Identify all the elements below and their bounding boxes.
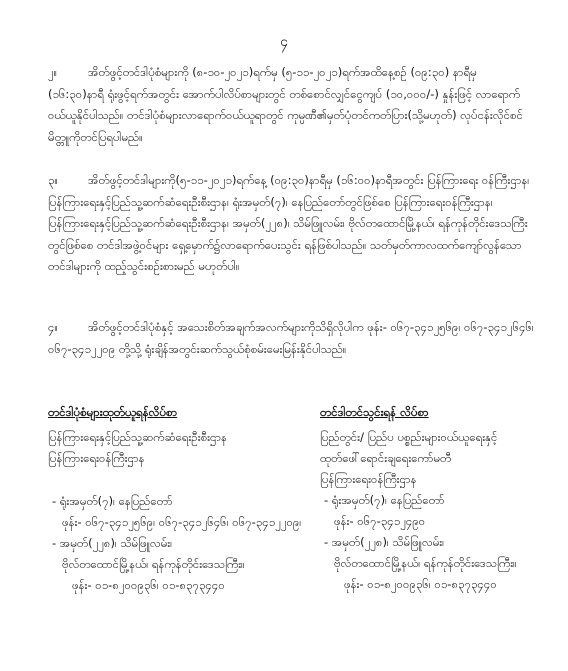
phone-line: ဖုန်း- ၀၆၇-၃၄၁၂၄၉၀ (334, 514, 426, 528)
address-line: ဗိုလ်တထောင်မြို့နယ်၊ ရန်ကုန်တိုင်းဒေသကြီး။ (62, 557, 245, 571)
paragraph-2 (48, 62, 534, 148)
paragraph-number: ၂။ (48, 65, 58, 79)
paragraph-3 (48, 170, 534, 278)
column-heading: တင်ဒါတင်သွင်းရန် လိပ်စာ (320, 405, 429, 419)
address-line: - အမှတ်(၂၂၈)၊ သိမ်ဖြူလမ်း၊ (324, 535, 445, 549)
address-line: ဗိုလ်တထောင်မြို့နယ်၊ ရန်ကုန်တိုင်းဒေသကြီး။ (334, 556, 517, 570)
org-line: ပြည်တွင်း/ ပြည်ပ ပစ္စည်းများဝယ်ယူရေးနှင့် (320, 430, 498, 444)
paragraph-text: အိတ်ဖွင့်တင်ဒါပုံစံများကို (၈-၁၀-၂၀၂၁)ရက်မှ (၅-၁၁-၂၀၂၁)ရက်အထိနေ့စဉ် (၀၉:၃၀) နာရီမှ (၁၆:၃၀)နာရီ ရုံးဖွင့်ရက်အတွင်း အောက်ပါလိပ်စာများတွင် တစ်စောင်လျှင်ငွေကျပ် (၁၀,၀၀၀/-) နှုန်းဖြင့် လာရောက်ဝယ်ယူနိုင်ပါသည်။ တင်ဒါပုံစံများလာရောက်ဝယ်ယူရာတွင် ကုမ္ပဏီ၏မှတ်ပုံတင်ကတ်ပြား(သို့မဟုတ်) လုပ်ငန်းလိုင်စင်မိတ္တူကိုတင်ပြရပါမည်။ (48, 65, 523, 144)
org-line: ပြန်ကြားရေးဝန်ကြီးဌာန (320, 472, 417, 486)
paragraph-number: ၄။ (48, 320, 58, 334)
org-line: ပြန်ကြားရေးနှင့်ပြည်သူ့ဆက်ဆံရေးဦးစီးဌာန (48, 430, 228, 444)
paragraph-text: အိတ်ဖွင့်တင်ဒါများကို(၅-၁၁-၂၀၂၁)ရက်နေ့ (၀၉:၃၀)နာရီမှ (၁၆:၀၀)နာရီအတွင်း ပြန်ကြားရေး ဝန်ကြီးဌာန၊ ပြန်ကြားရေးနှင့်ပြည်သူ့ဆက်ဆံရေးဦးစီးဌာန၊ ရုံးအမှတ်(၇)၊ နေပြည်တော်တွင်ဖြစ်စေ ပြန်ကြားရေးဝန်ကြီးဌာန၊ ပြန်ကြားရေးနှင့်ပြည်သူ့ဆက်ဆံရေးဦးစီးဌာန၊ အမှတ်(၂၂၈)၊ သိမ်ဖြူလမ်း၊ ဗိုလ်တထောင်မြို့နယ်၊ ရန်ကုန်တိုင်းဒေသကြီးတွင်ဖြစ်စေ တင်ဒါအဖွဲ့ဝင်များ ရှေ့မှောက်၌လာရောက်ပေးသွင်း ရန်ဖြစ်ပါသည်။ သတ်မှတ်ကာလထက်ကျော်လွန်သော တင်ဒါများကို ထည့်သွင်းစဉ်းစားမည် မဟုတ်ပါ။ (48, 173, 530, 273)
phone-line: ဖုန်း- ၀၁-၈၂၀၀၉၃၆၊ ၀၁-၈၃၇၃၄၄၀ (344, 577, 497, 591)
tender-submission-address-column (320, 402, 555, 595)
phone-line: ဖုန်း- ၀၁-၈၂၀၀၉၃၆၊ ၀၁-၈၃၇၃၄၄၀ (72, 578, 225, 592)
org-line: ထုတ်ဖေါ်ရောင်းချရေးကော်မတီ (320, 451, 452, 465)
paragraph-4 (48, 317, 534, 360)
paragraph-text: အိတ်ဖွင့်တင်ဒါပုံစံနှင့် အသေးစိတ်အချက်အလက်များကိုသိရှိလိုပါက ဖုန်း- ၀၆၇-၃၄၁၂၅၆၉၊ ၀၆၇-၃၄၁၂၆၄၆၊ ၀၆၇-၃၄၁၂၂၀၉ တို့သို့ ရုံးချိန်အတွင်းဆက်သွယ်စုံစမ်းမေးမြန်းနိုင်ပါသည်။ (48, 320, 534, 356)
address-line: - အမှတ်(၂၂၈)၊ သိမ်ဖြူလမ်း၊ (52, 536, 173, 550)
paragraph-number: ၃။ (48, 173, 58, 187)
page-number: ၄ (280, 34, 288, 50)
address-line: - ရုံးအမှတ်(၇)၊ နေပြည်တော် (324, 493, 445, 507)
phone-line: ဖုန်း- ၀၆၇-၃၄၁၂၅၆၉၊ ၀၆၇-၃၄၁၂၆၄၆၊ ၀၆၇-၃၄၁၂၂၀၉၊ (62, 515, 302, 529)
org-line: ပြန်ကြားရေးဝန်ကြီးဌာန (48, 451, 145, 465)
tender-form-address-column (48, 402, 303, 596)
address-line: - ရုံးအမှတ်(၇)၊ နေပြည်တော် (52, 494, 173, 508)
column-heading: တင်ဒါပုံစံများထုတ်ယူရန်လိပ်စာ (48, 405, 178, 419)
